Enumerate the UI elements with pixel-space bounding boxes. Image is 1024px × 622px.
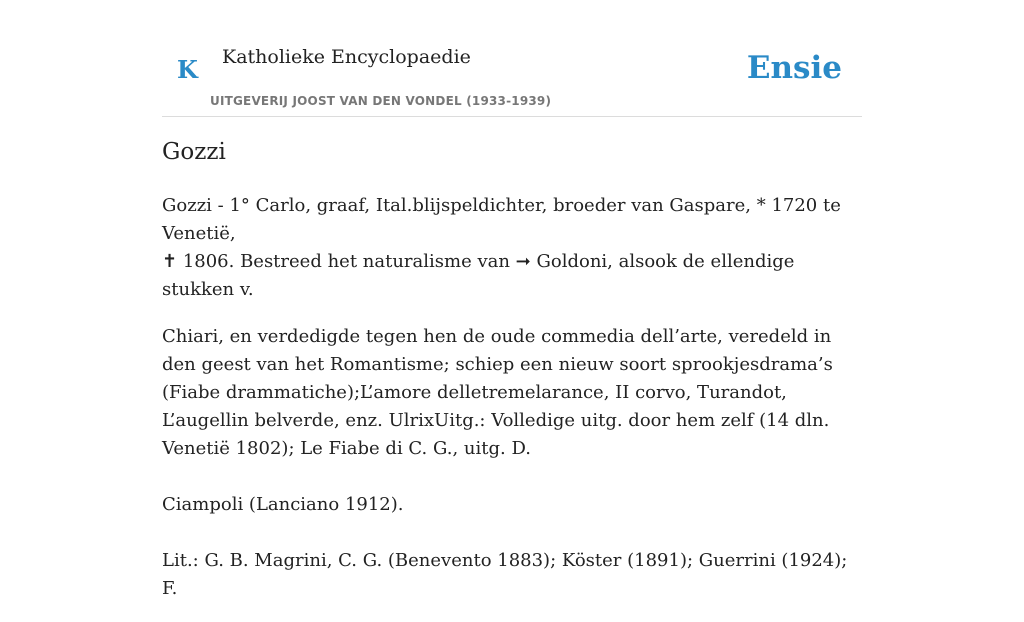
goldoni-link[interactable]: Goldoni bbox=[530, 251, 608, 272]
paragraph-1-text: Gozzi - 1° Carlo, graaf, Ital.blijspeldichter, broeder van Gaspare, * 1720 te Venetië, bbox=[162, 195, 841, 244]
paragraph-2: Chiari, en verdedigde tegen hen de oude commedia dell’arte, veredeld in den geest van het Romantisme; schiep een nieuw soort sprookjesdrama’s (Fiabe drammatiche);L’amore delletremelarance, II corvo, Turandot, L’augellin belverde, enz. UlrixUitg.: Volledige uitg. door hem zelf (14 dln. Venetië 1802); Le Fiabe di C. G., uitg. D. bbox=[162, 326, 833, 459]
paragraph-4: Lit.: G. B. Magrini, C. G. (Benevento 1883); Köster (1891); Guerrini (1924); F. bbox=[162, 550, 848, 599]
dagger-symbol: ✝ bbox=[162, 251, 178, 272]
article-title: Gozzi bbox=[162, 139, 226, 165]
paragraph-3: Ciampoli (Lanciano 1912). bbox=[162, 494, 404, 515]
arrow-icon: ➞ bbox=[515, 251, 531, 272]
paragraph-1-mid: 1806. Bestreed het naturalisme van bbox=[177, 251, 516, 272]
paragraph-1 bbox=[162, 192, 862, 304]
page bbox=[162, 0, 862, 599]
site-header bbox=[162, 0, 862, 117]
paragraph-1-end: , alsook de ellendige stukken v. bbox=[162, 251, 795, 300]
encyclopedia-logo[interactable]: K bbox=[177, 55, 198, 84]
ensie-brand-link[interactable]: Ensie bbox=[746, 50, 842, 86]
publisher-label: UITGEVERIJ JOOST VAN DEN VONDEL (1933-1939) bbox=[210, 94, 552, 108]
site-title-link[interactable]: Katholieke Encyclopaedie bbox=[222, 46, 471, 68]
article-body bbox=[162, 192, 862, 622]
